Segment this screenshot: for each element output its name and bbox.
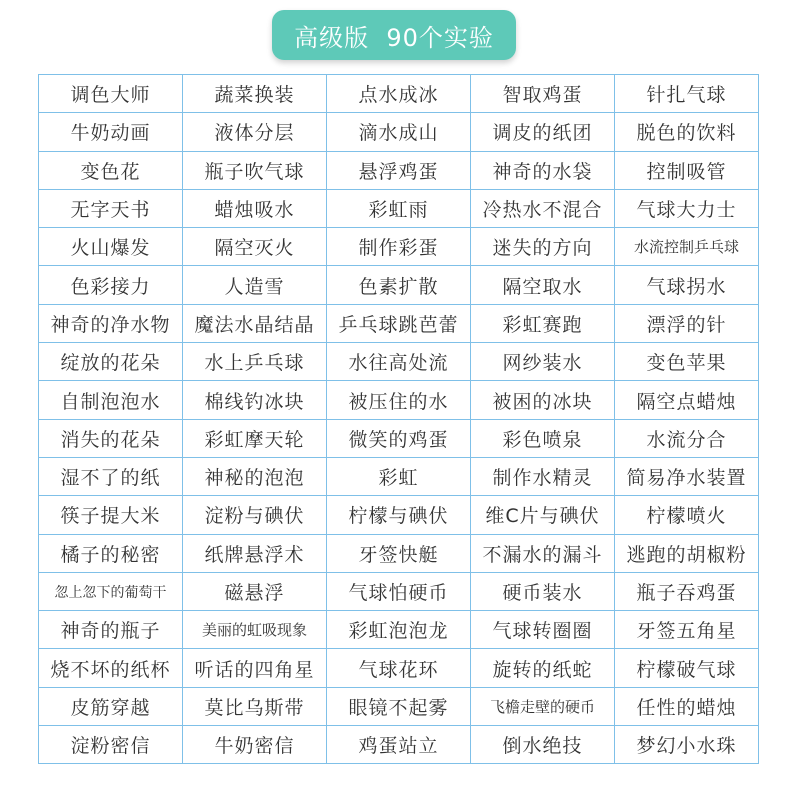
experiment-cell: 水流控制乒乓球 [615,228,759,266]
experiment-cell: 水上乒乓球 [183,343,327,381]
experiment-cell: 飞檐走壁的硬币 [471,687,615,725]
experiment-cell: 控制吸管 [615,151,759,189]
experiment-table [38,74,759,764]
table-row [39,419,759,457]
experiment-cell: 彩虹泡泡龙 [327,611,471,649]
experiment-cell: 乒乓球跳芭蕾 [327,304,471,342]
experiment-cell: 牙签五角星 [615,611,759,649]
table-row [39,572,759,610]
experiment-cell: 冷热水不混合 [471,189,615,227]
experiment-cell: 听话的四角星 [183,649,327,687]
experiment-cell: 变色花 [39,151,183,189]
experiment-cell: 柠檬与碘伏 [327,496,471,534]
experiment-cell: 纸牌悬浮术 [183,534,327,572]
experiment-cell: 无字天书 [39,189,183,227]
experiment-cell: 牙签快艇 [327,534,471,572]
experiment-cell: 被压住的水 [327,381,471,419]
experiment-cell: 柠檬喷火 [615,496,759,534]
experiment-cell: 维C片与碘伏 [471,496,615,534]
table-row [39,534,759,572]
experiment-cell: 气球怕硬币 [327,572,471,610]
experiment-cell: 色素扩散 [327,266,471,304]
experiment-cell: 蜡烛吸水 [183,189,327,227]
table-row [39,687,759,725]
experiment-cell: 水往高处流 [327,343,471,381]
experiment-cell: 网纱装水 [471,343,615,381]
experiment-cell: 变色苹果 [615,343,759,381]
experiment-cell: 调色大师 [39,75,183,113]
experiment-cell: 瓶子吞鸡蛋 [615,572,759,610]
experiment-cell: 瓶子吹气球 [183,151,327,189]
experiment-cell: 忽上忽下的葡萄干 [39,572,183,610]
experiment-cell: 漂浮的针 [615,304,759,342]
experiment-cell: 针扎气球 [615,75,759,113]
experiment-cell: 气球大力士 [615,189,759,227]
experiment-cell: 硬币装水 [471,572,615,610]
experiment-cell: 淀粉与碘伏 [183,496,327,534]
table-row [39,343,759,381]
experiment-cell: 点水成冰 [327,75,471,113]
table-row [39,726,759,764]
experiment-cell: 美丽的虹吸现象 [183,611,327,649]
experiment-cell: 调皮的纸团 [471,113,615,151]
experiment-cell: 眼镜不起雾 [327,687,471,725]
experiment-cell: 隔空取水 [471,266,615,304]
table-row [39,75,759,113]
experiment-cell: 消失的花朵 [39,419,183,457]
experiment-cell: 悬浮鸡蛋 [327,151,471,189]
experiment-cell: 魔法水晶结晶 [183,304,327,342]
experiment-cell: 不漏水的漏斗 [471,534,615,572]
experiment-cell: 隔空灭火 [183,228,327,266]
experiment-cell: 任性的蜡烛 [615,687,759,725]
table-row [39,649,759,687]
experiment-cell: 绽放的花朵 [39,343,183,381]
experiment-cell: 液体分层 [183,113,327,151]
experiment-cell: 滴水成山 [327,113,471,151]
experiment-cell: 柠檬破气球 [615,649,759,687]
experiment-cell: 淀粉密信 [39,726,183,764]
table-row [39,381,759,419]
experiment-cell: 人造雪 [183,266,327,304]
table-row [39,189,759,227]
experiment-cell: 烧不坏的纸杯 [39,649,183,687]
experiment-cell: 彩色喷泉 [471,419,615,457]
experiment-cell: 磁悬浮 [183,572,327,610]
experiment-cell: 神奇的净水物 [39,304,183,342]
experiment-cell: 蔬菜换装 [183,75,327,113]
experiment-cell: 彩虹赛跑 [471,304,615,342]
title-count: 90个实验 [386,23,494,52]
experiment-cell: 莫比乌斯带 [183,687,327,725]
experiment-cell: 倒水绝技 [471,726,615,764]
experiment-cell: 牛奶密信 [183,726,327,764]
experiment-cell: 气球拐水 [615,266,759,304]
experiment-cell: 棉线钓冰块 [183,381,327,419]
experiment-cell: 气球转圈圈 [471,611,615,649]
title-edition: 高级版 [294,23,370,52]
experiment-cell: 色彩接力 [39,266,183,304]
experiment-cell: 神奇的水袋 [471,151,615,189]
experiment-cell: 智取鸡蛋 [471,75,615,113]
table-row [39,457,759,495]
experiment-cell: 橘子的秘密 [39,534,183,572]
table-row [39,496,759,534]
experiment-cell: 鸡蛋站立 [327,726,471,764]
experiment-cell: 旋转的纸蛇 [471,649,615,687]
title-banner [272,10,516,60]
experiment-cell: 彩虹 [327,457,471,495]
experiment-cell: 简易净水装置 [615,457,759,495]
experiment-cell: 筷子提大米 [39,496,183,534]
experiment-cell: 神秘的泡泡 [183,457,327,495]
experiment-cell: 气球花环 [327,649,471,687]
experiment-cell: 皮筋穿越 [39,687,183,725]
experiment-cell: 脱色的饮料 [615,113,759,151]
experiment-cell: 逃跑的胡椒粉 [615,534,759,572]
table-row [39,228,759,266]
experiment-cell: 迷失的方向 [471,228,615,266]
experiment-cell: 制作水精灵 [471,457,615,495]
experiment-cell: 牛奶动画 [39,113,183,151]
table-row [39,113,759,151]
experiment-cell: 彩虹雨 [327,189,471,227]
table-row [39,266,759,304]
table-row [39,304,759,342]
experiment-cell: 彩虹摩天轮 [183,419,327,457]
experiment-cell: 制作彩蛋 [327,228,471,266]
experiment-cell: 微笑的鸡蛋 [327,419,471,457]
experiment-cell: 神奇的瓶子 [39,611,183,649]
table-row [39,611,759,649]
experiment-cell: 水流分合 [615,419,759,457]
table-row [39,151,759,189]
experiment-cell: 隔空点蜡烛 [615,381,759,419]
experiment-cell: 梦幻小水珠 [615,726,759,764]
experiment-cell: 被困的冰块 [471,381,615,419]
experiment-cell: 自制泡泡水 [39,381,183,419]
experiment-cell: 湿不了的纸 [39,457,183,495]
experiment-cell: 火山爆发 [39,228,183,266]
